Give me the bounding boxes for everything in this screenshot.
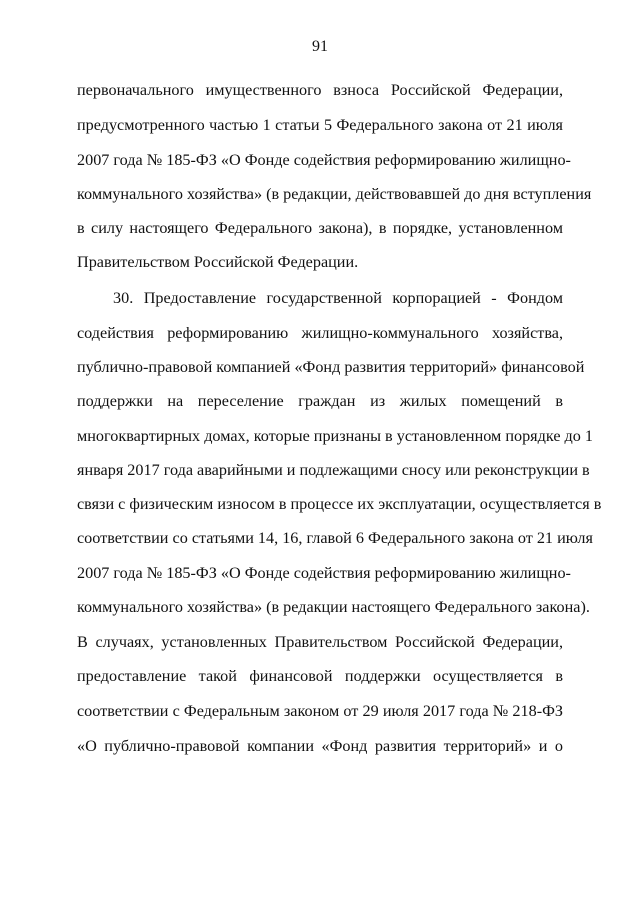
text-line: Правительством Российской Федерации. [77, 253, 359, 271]
text-line: связи с физическим износом в процессе их эксплуатации, осуществляется в [77, 495, 602, 513]
text-line: коммунального хозяйства» (в редакции, действовавшей до дня вступления [77, 185, 592, 203]
text-line: многоквартирных домах, которые признаны в установленном порядке до 1 [77, 427, 594, 445]
text-line: января 2017 года аварийными и подлежащими сносу или реконструкции в [77, 461, 590, 479]
text-line: поддержки на переселение граждан из жилых помещений в [77, 392, 563, 410]
text-line: «О публично-правовой компании «Фонд развития территорий» и о [77, 737, 563, 755]
text-line: 2007 года № 185-ФЗ «О Фонде содействия реформированию жилищно- [77, 151, 571, 169]
text-line: предусмотренного частью 1 статьи 5 Федерального закона от 21 июля [77, 116, 563, 134]
paragraph-start-line: 30. Предоставление государственной корпорацией - Фондом [113, 289, 563, 307]
text-line: 2007 года № 185-ФЗ «О Фонде содействия реформированию жилищно- [77, 564, 571, 582]
text-line: в силу настоящего Федерального закона), в порядке, установленном [77, 219, 563, 237]
text-line: содействия реформированию жилищно-коммунального хозяйства, [77, 324, 563, 342]
text-line: соответствии со статьями 14, 16, главой 6 Федерального закона от 21 июля [77, 529, 593, 547]
page-number: 91 [312, 38, 328, 55]
text-line: В случаях, установленных Правительством Российской Федерации, [77, 633, 563, 651]
text-line: коммунального хозяйства» (в редакции настоящего Федерального закона). [77, 598, 590, 616]
text-line: публично-правовой компанией «Фонд развития территорий» финансовой [77, 358, 585, 376]
text-line: первоначального имущественного взноса Российской Федерации, [77, 81, 563, 99]
text-line: соответствии с Федеральным законом от 29 июля 2017 года № 218-ФЗ [77, 702, 563, 720]
text-line: предоставление такой финансовой поддержки осуществляется в [77, 667, 563, 685]
